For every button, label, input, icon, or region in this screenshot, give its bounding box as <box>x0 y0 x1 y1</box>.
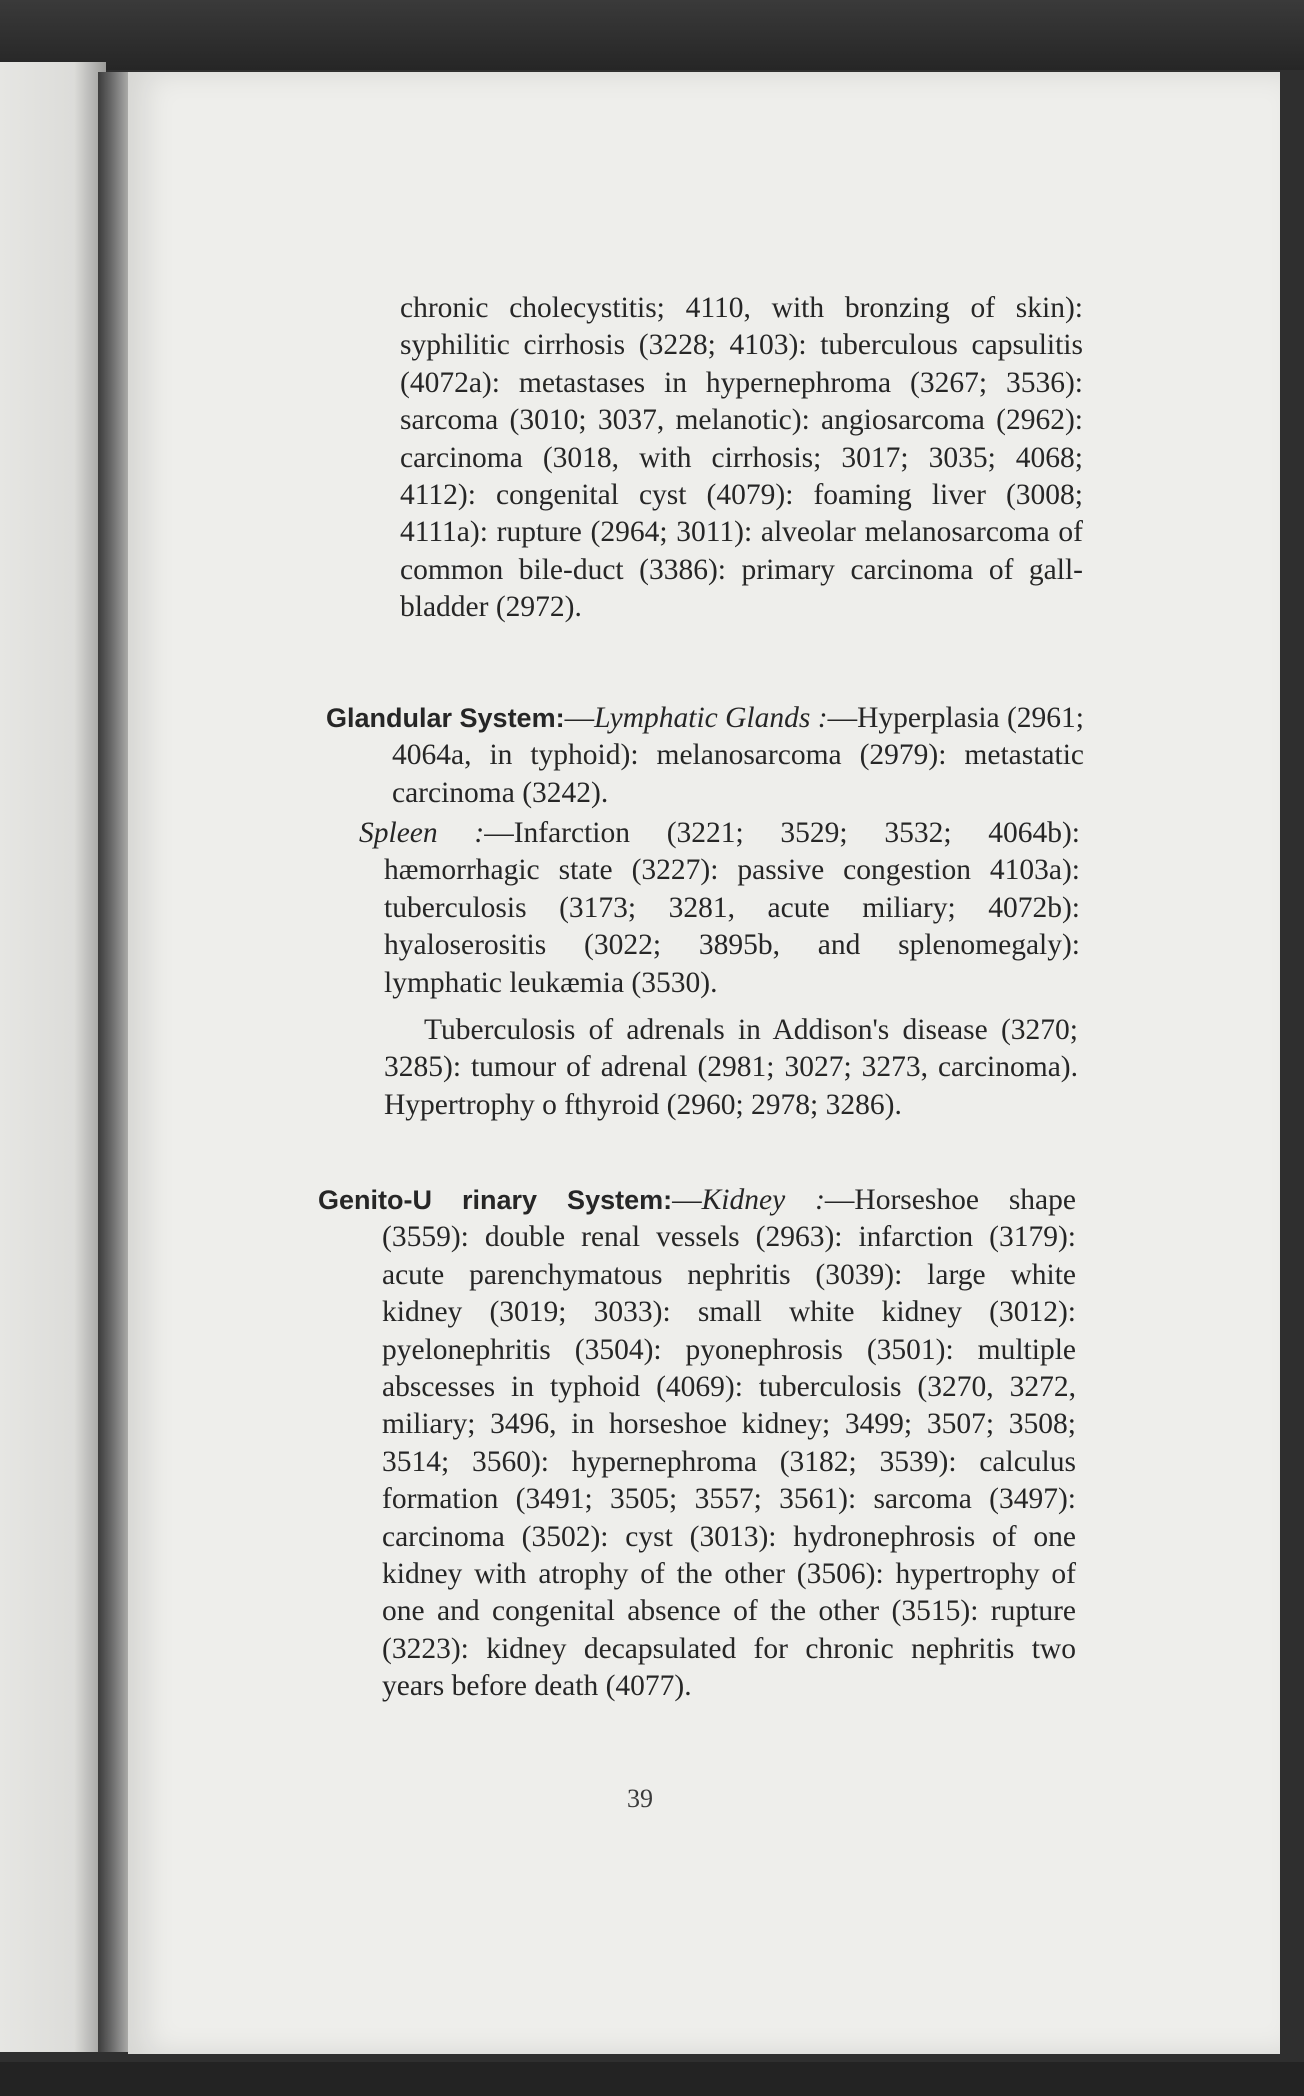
dash: — <box>824 1184 855 1216</box>
book-gutter <box>98 72 132 2052</box>
subheading-colon: : <box>785 1184 825 1216</box>
page-number: 39 <box>627 1784 653 1813</box>
dash: — <box>484 817 514 849</box>
dash: — <box>827 702 858 734</box>
dash: — <box>564 702 595 734</box>
spleen-text: Infarction (3221; 3529; 3532; 4064b): hæmorrhagic state (3227): passive congestion 4103a): tuberculosis (3173; 3281, acute miliary; 4072b): hyaloserositis (3022; 3895b, and splenomegaly): lymphatic leukæmia (3530). <box>384 817 1081 999</box>
genito-urinary-heading: Genito-U rinary System <box>318 1185 664 1215</box>
spleen-paragraph <box>359 815 1080 1002</box>
adrenals-thyroid-paragraph: Tuberculosis of adrenals in Addison's disease (3270; 3285): tumour of adrenal (2981; 3027; 3273, carcinoma). Hypertrophy o fthyroid (2960; 2978; 3286). <box>384 1014 1078 1121</box>
genito-urinary-paragraph <box>318 1182 1076 1706</box>
spleen-subheading: Spleen <box>359 817 438 849</box>
liver-continuation-paragraph: chronic cholecystitis; 4110, with bronzing of skin): syphilitic cirrhosis (3228; 4103): tuberculous capsulitis (4072a): metastases in hypernephroma (3267; 3536): sarcoma (3010; 3037, melanotic): angiosarcoma (2962): carcinoma (3018, with cirrhosis; 3017; 3035; 4068; 4112): congenital cyst (4079): foaming liver (3008; 4111a): rupture (2964; 3011): alveolar melanosarcoma of common bile-duct (3386): primary carcinoma of gall-bladder (2972). <box>400 292 1083 624</box>
glandular-text: Hyperplasia (2961; 4064a, in typhoid): melanosarcoma (2979): metastatic carcinoma (3242). <box>392 702 1085 809</box>
lymphatic-glands-subheading: Lymphatic Glands <box>594 702 811 734</box>
heading-colon: : <box>555 703 565 733</box>
subheading-colon: : <box>810 702 828 734</box>
kidney-subheading: Kidney <box>701 1184 786 1216</box>
dash: — <box>672 1184 702 1216</box>
scan-bottom-background <box>0 2062 1304 2096</box>
heading-colon: : <box>663 1185 673 1215</box>
kidney-text: Horseshoe shape (3559): double renal vessels (2963): infarction (3179): acute parenchymatous nephritis (3039): large white kidney (3019; 3033): small white kidney (3012): pyelonephritis (3504): pyonephrosis (3501): multiple abscesses in typhoid (4069): tuberculosis (3270, 3272, miliary; 3496, in horseshoe kidney; 3499; 3507; 3508; 3514; 3560): hypernephroma (3182; 3539): calculus formation (3491; 3505; 3557; 3561): sarcoma (3497): carcinoma (3502): cyst (3013): hydronephrosis of one kidney with atrophy of the other (3506): hypertrophy of one and congenital absence of the other (3515): rupture (3223): kidney decapsulated for chronic nephritis two years before death (4077). <box>382 1184 1076 1703</box>
subheading-colon: : <box>437 817 485 849</box>
glandular-system-paragraph <box>326 700 1084 812</box>
facing-page-edge <box>0 62 106 2052</box>
scan-top-background <box>0 0 1304 70</box>
glandular-system-heading: Glandular System <box>326 703 556 733</box>
